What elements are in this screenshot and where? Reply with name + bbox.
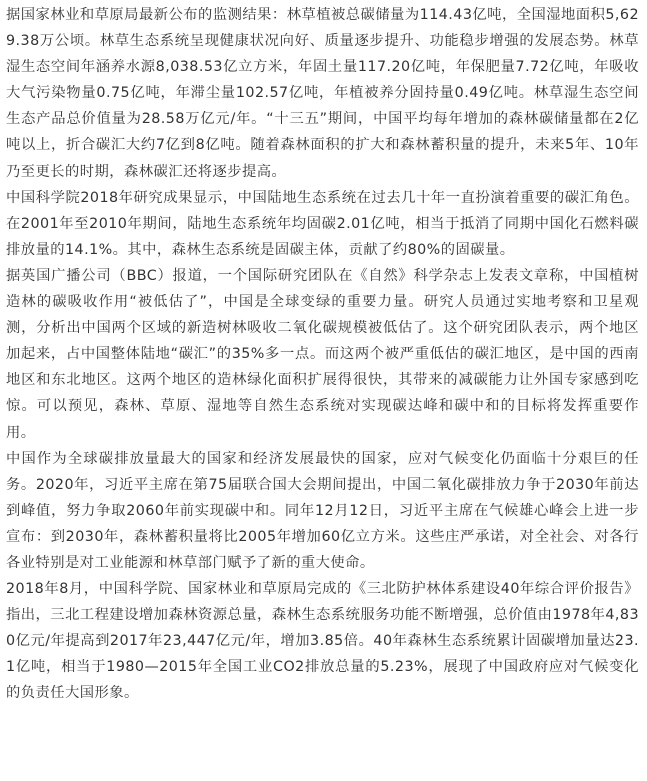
paragraph-three-north-evaluation: 2018年8月，中国科学院、国家林业和草原局完成的《三北防护林体系建设40年综合评价报告》指出，三北工程建设增加森林资源总量，森林生态系统服务功能不断增强，总价值由1978年4,830亿元/年提高到2017年23,447亿元/年，增加3.85倍。40年森林生态系统累计固碳增加量达23.1亿吨，相当于1980—2015年全国工业CO2排放总量的5.23%，展现了中国政府应对气候变化的负责任大国形象。 bbox=[6, 581, 639, 702]
paragraph-climate-commitments: 中国作为全球碳排放量最大的国家和经济发展最快的国家，应对气候变化仍面临十分艰巨的任务。2020年，习近平主席在第75届联合国大会期间提出，中国二氧化碳排放力争于2030年前达到峰值，努力争取2060年前实现碳中和。同年12月12日，习近平主席在气候雄心峰会上进一步宣布：到2030年，森林蓄积量将比2005年增加60亿立方米。这些庄严承诺，对全社会、对各行各业特别是对工业能源和林草部门赋予了新的重大使命。 bbox=[6, 450, 639, 571]
paragraph-bbc-report: 据英国广播公司（BBC）报道，一个国际研究团队在《自然》科学杂志上发表文章称，中国植树造林的碳吸收作用“被低估了”，中国是全球变绿的重要力量。研究人员通过实地考察和卫星观测，分析出中国两个区域的新造树林吸收二氧化碳规模被低估了。这个研究团队表示，两个地区加起来，占中国整体陆地“碳汇”的35%多一点。而这两个被严重低估的碳汇地区，是中国的西南地区和东北地区。这两个地区的造林绿化面积扩展得很快，其带来的减碳能力让外国专家感到吃惊。可以预见，森林、草原、湿地等自然生态系统对实现碳达峰和碳中和的目标将发挥重要作用。 bbox=[6, 267, 639, 441]
paragraph-cas-research: 中国科学院2018年研究成果显示，中国陆地生态系统在过去几十年一直扮演着重要的碳汇角色。在2001年至2010年期间，陆地生态系统年均固碳2.01亿吨，相当于抵消了同期中国化石燃料碳排放量的14.1%。其中，森林生态系统是固碳主体，贡献了约80%的固碳量。 bbox=[6, 189, 639, 258]
paragraph-forest-carbon-monitoring: 据国家林业和草原局最新公布的监测结果：林草植被总碳储量为114.43亿吨，全国湿地面积5,629.38万公顷。林草生态系统呈现健康状况向好、质量逐步提升、功能稳步增强的发展态势。林草湿生态空间年涵养水源8,038.53亿立方米，年固土量117.20亿吨，年保肥量7.72亿吨，年吸收大气污染物量0.75亿吨，年滞尘量102.57亿吨，年植被养分固持量0.49亿吨。林草湿生态空间生态产品总价值量为28.58万亿元/年。“十三五”期间，中国平均每年增加的森林碳储量都在2亿吨以上，折合碳汇大约7亿到8亿吨。随着森林面积的扩大和森林蓄积量的提升，未来5年、10年乃至更长的时期，森林碳汇还将逐步提高。 bbox=[6, 7, 639, 180]
